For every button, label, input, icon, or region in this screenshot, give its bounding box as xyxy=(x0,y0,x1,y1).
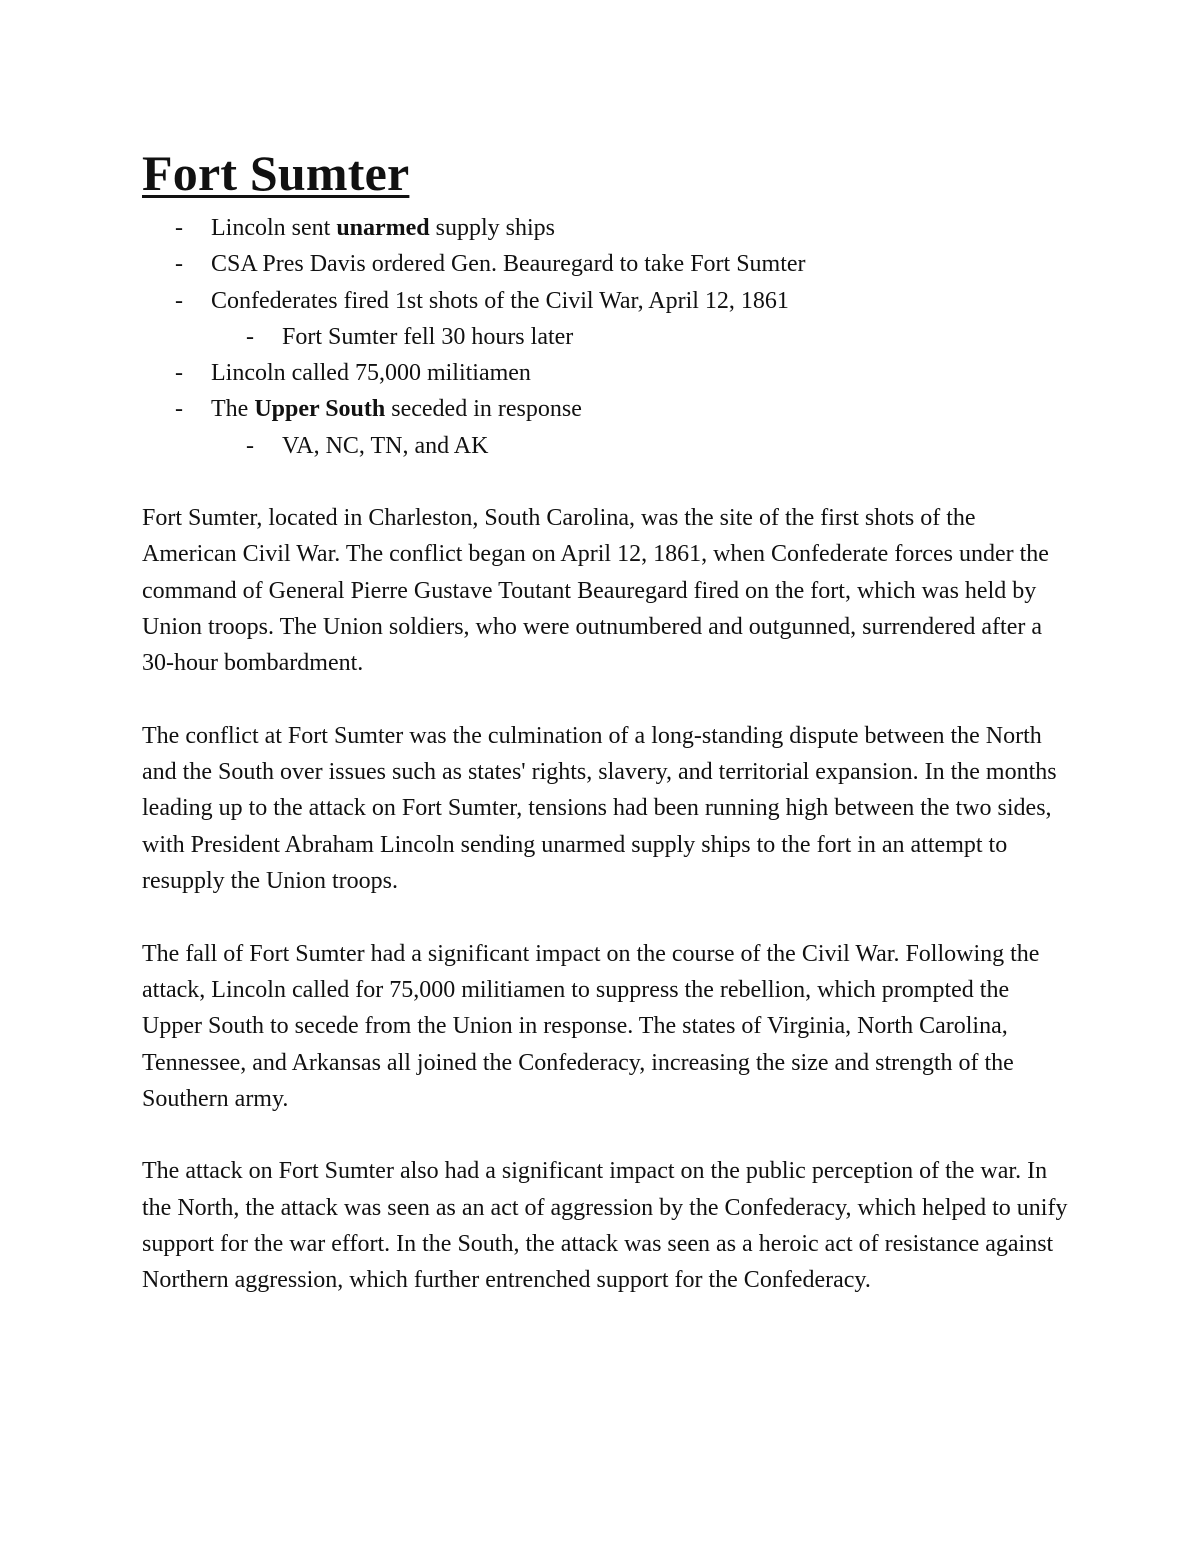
body-paragraph: The fall of Fort Sumter had a significant impact on the course of the Civil War. Following the attack, Lincoln called for 75,000 militiamen to suppress the rebellion, which prompted the Upper South to secede from the Union in response. The states of Virginia, North Carolina, Tennessee, and Arkansas all joined the Confederacy, increasing the size and strength of the Southern army. xyxy=(142,940,1040,1112)
bullet-text: Confederates fired 1st shots of the Civil War, April 12, 1861 xyxy=(211,287,789,314)
bullet-item xyxy=(142,428,1072,464)
page-title: Fort Sumter xyxy=(142,145,410,201)
body-text xyxy=(142,500,1072,1299)
bullet-dash-icon: - xyxy=(175,396,183,423)
document-page xyxy=(142,140,1072,1335)
body-paragraph: The conflict at Fort Sumter was the culmination of a long-standing dispute between the North and the South over issues such as states' rights, slavery, and territorial expansion. In the months leading up to the attack on Fort Sumter, tensions had been running high between the two sides, with President Abraham Lincoln sending unarmed supply ships to the fort in an attempt to resupply the Union troops. xyxy=(142,722,1057,895)
bullet-text: CSA Pres Davis ordered Gen. Beauregard to take Fort Sumter xyxy=(211,251,806,278)
bullet-text: The xyxy=(211,396,255,423)
bullet-list xyxy=(142,210,1072,464)
bullet-text: Lincoln called 75,000 militiamen xyxy=(211,360,531,387)
bullet-text: seceded in response xyxy=(385,396,582,423)
bullet-item xyxy=(142,319,1072,355)
bullet-dash-icon: - xyxy=(175,251,183,278)
bullet-dash-icon: - xyxy=(175,287,183,314)
bullet-dash-icon: - xyxy=(175,360,183,387)
body-paragraph: Fort Sumter, located in Charleston, South Carolina, was the site of the first shots of the American Civil War. The conflict began on April 12, 1861, when Confederate forces under the command of General Pierre Gustave Toutant Beauregard fired on the fort, which was held by Union troops. The Union soldiers, who were outnumbered and outgunned, surrendered after a 30-hour bombardment. xyxy=(142,505,1049,677)
bullet-text: Fort Sumter fell 30 hours later xyxy=(282,323,574,350)
bullet-text: VA, NC, TN, and AK xyxy=(282,432,489,459)
bullet-item xyxy=(142,210,1072,246)
bullet-text: Lincoln sent xyxy=(211,215,337,241)
bullet-item xyxy=(142,283,1072,319)
bullet-dash-icon: - xyxy=(246,432,254,459)
bullet-bold-text: unarmed xyxy=(336,215,430,241)
bullet-item xyxy=(142,391,1072,427)
bullet-item xyxy=(142,246,1072,282)
bullet-dash-icon: - xyxy=(246,323,254,350)
bullet-item xyxy=(142,355,1072,391)
body-paragraph: The attack on Fort Sumter also had a significant impact on the public perception of the war. In the North, the attack was seen as an act of aggression by the Confederacy, which helped to unify support for the war effort. In the South, the attack was seen as a heroic act of resistance against Northern aggression, which further entrenched support for the Confederacy. xyxy=(142,1158,1068,1294)
bullet-text: supply ships xyxy=(429,215,556,241)
bullet-dash-icon: - xyxy=(175,215,183,241)
bullet-bold-text: Upper South xyxy=(254,396,386,423)
